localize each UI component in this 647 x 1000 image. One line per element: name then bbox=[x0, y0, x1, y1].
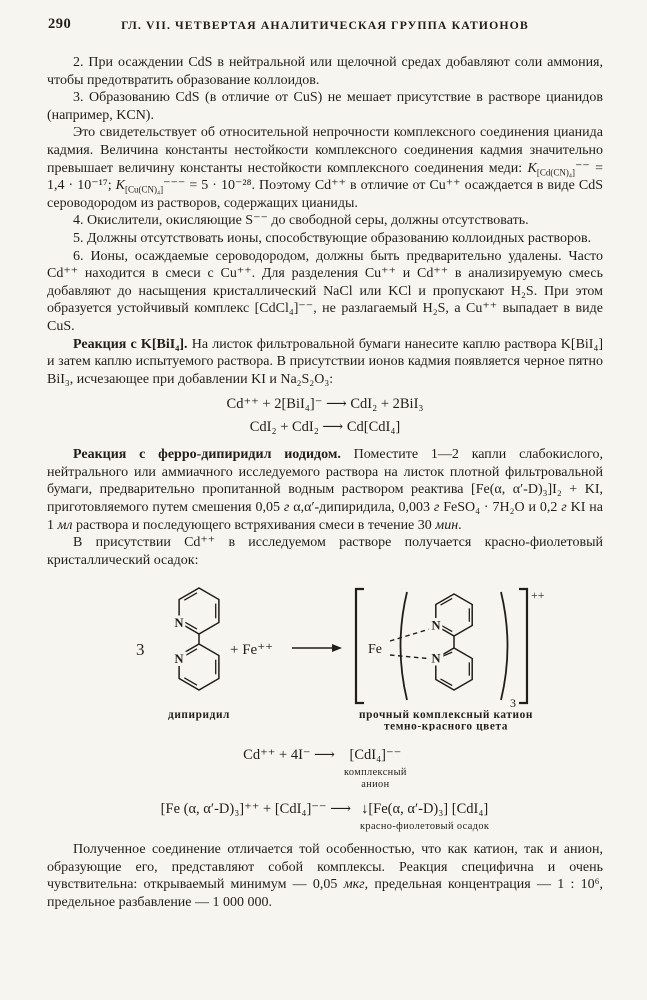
caption-complex-line1: прочный комплексный катион bbox=[359, 709, 533, 722]
paragraph-dipyridyl-reaction: Реакция с ферро-дипиридил иодидом. Поместите 1—2 капли слабокислого, нейтрального или аммиачного исследуемого раствора на листок плотной фильтровальной бумаги, предварительно пропитанной водным раствором реактива [Fe(α, α′-D)₃]I₂ + KI, приготовляемого путем смешения 0,05 г α,α′-дипиридила, 0,003 г FeSO₄ · 7H₂O и 0,2 г KI на 1 мл раствора и последующего встряхивания смеси в течение 30 мин. bbox=[47, 447, 603, 533]
reaction-arrow bbox=[292, 644, 342, 652]
chelate-ring-bottom bbox=[436, 648, 472, 690]
equation-rhs: ↓[Fe(α, α′-D)₃] [CdI₄] bbox=[361, 801, 489, 818]
paragraph-ion-separation: 6. Ионы, осаждаемые сероводородом, должны быть предварительно удалены. Часто Cd⁺⁺ находится в смеси с Cu⁺⁺. Для разделения Cu⁺⁺ и Cd⁺⁺ в анализируемую смесь добавляют до насыщения кристаллический NaCl или KCl и пропускают H₂S. При этом образуется устойчивый комплекс [CdCl₄]⁻⁻, не разлагаемый H₂S, а Cu⁺⁺ выпадает в виде CuS. bbox=[47, 248, 603, 334]
caption-complex-line2: темно-красного цвета bbox=[383, 720, 509, 732]
equation-lhs: Cd⁺⁺ + 4I⁻ ⟶ bbox=[243, 747, 335, 764]
equation-bismuth-2: CdI₂ + CdI₂ ⟶ Cd[CdI₄] bbox=[249, 419, 401, 436]
equation-bismuth-1: Cd⁺⁺ + 2[BiI₄]⁻ ⟶ CdI₂ + 2BiI₃ bbox=[226, 396, 424, 413]
equation-iodide-complex bbox=[47, 746, 603, 790]
trimer-subscript: 3 bbox=[510, 696, 516, 711]
caption-dipyridyl: дипиридил bbox=[168, 709, 230, 722]
bracket-left bbox=[356, 589, 364, 703]
paren-right bbox=[501, 592, 508, 700]
iron-complex bbox=[356, 588, 545, 710]
paragraph-precipitate-intro: В присутствии Cd⁺⁺ в исследуемом растворе получается красно-фиолетовый кристаллический осадок: bbox=[47, 535, 603, 568]
nitrogen-atom-label: N bbox=[431, 618, 441, 633]
nitrogen-atom-label: N bbox=[174, 616, 184, 631]
cation-charge-label: ++ bbox=[531, 588, 545, 603]
page-header bbox=[47, 16, 603, 38]
page-number: 290 bbox=[48, 16, 72, 32]
paren-left bbox=[401, 592, 408, 700]
coordination-bond bbox=[390, 628, 433, 641]
nitrogen-atom-label: N bbox=[174, 652, 184, 667]
product-caption: анион bbox=[361, 778, 390, 790]
double-bonds bbox=[441, 599, 470, 686]
paragraph-cds-ammonium: 2. При осаждении CdS в нейтральной или щелочной средах добавляют соли аммония, чтобы предотвратить образование коллоидов. bbox=[47, 55, 603, 88]
chapter-title: ГЛ. VII. ЧЕТВЕРТАЯ АНАЛИТИЧЕСКАЯ ГРУППА КАТИОНОВ bbox=[121, 18, 529, 32]
nitrogen-atom-label: N bbox=[431, 651, 441, 666]
equation-product-stack bbox=[360, 800, 489, 833]
equation-lhs: [Fe (α, α′-D)₃]⁺⁺ + [CdI₄]⁻⁻ ⟶ bbox=[160, 801, 351, 818]
chelate-ring-top bbox=[436, 594, 472, 636]
pyridine-ring-top bbox=[179, 588, 219, 634]
equation-product-stack bbox=[344, 746, 407, 790]
paragraph-oxidizers: 4. Окислители, окисляющие S⁻⁻ до свободной серы, должны отсутствовать. bbox=[73, 213, 529, 229]
reaction-scheme bbox=[102, 575, 603, 736]
equation-rhs: [CdI₄]⁻⁻ bbox=[349, 747, 402, 764]
product-caption: комплексный bbox=[343, 767, 407, 779]
paragraph-kbii4-reaction: Реакция с K[BiI₄]. На листок фильтровальной бумаги нанесите каплю раствора K[BiI₄] и затем каплю испытуемого раствора. В присутствии ионов кадмия появляется черное пятно BiI₃, исчезающее при добавлении KI и Na₂S₂O₃: bbox=[47, 336, 604, 387]
bracket-right bbox=[519, 589, 527, 703]
reaction-scheme-drawing bbox=[102, 575, 572, 731]
bipyridyl-molecule bbox=[136, 588, 219, 690]
paragraph-colloid-ions: 5. Должны отсутствовать ионы, способствующие образованию коллоидных растворов. bbox=[73, 230, 592, 246]
paragraph-sensitivity: Полученное соединение отличается той особенностью, что как катион, так и анион, образующие его, представляют собой комплексы. Реакция специфична и очень чувствительна: открываемый минимум — 0,05 мкг, предельная концентрация — 1 : 10⁶, предельное разбавление — 1 000 000. bbox=[47, 841, 603, 910]
coordination-bond bbox=[390, 655, 433, 659]
paragraph-cds-cyanide: 3. Образованию CdS (в отличие от CuS) не мешает присутствие в растворе цианидов (например, KCN). bbox=[47, 90, 603, 123]
plus-fe-label: + Fe⁺⁺ bbox=[230, 642, 274, 659]
product-caption: красно-фиолетовый осадок bbox=[360, 821, 490, 833]
equation-final-precipitate bbox=[47, 800, 603, 833]
double-bonds bbox=[184, 593, 215, 685]
coefficient-label: 3 bbox=[136, 640, 145, 660]
iron-atom-label: Fe bbox=[368, 642, 382, 658]
paragraph-instability-constants: Это свидетельствует об относительной непрочности комплексного соединения цианида кадмия. Величина константы нестойкости комплексного соединения кадмия значительно превышает величину константы нестойкости комплексного соединения меди: $K_{[Cd(CN)_4]}^{--} = 1,4 \cdot 10^{-17}$; $K_{[Cu(CN)_4]}^{---} = 5 \cdot 10^{-28}$. Поэтому Cd⁺⁺ в отличие от Cu⁺⁺ осаждается в виде CdS сероводородом из растворов, содержащих цианиды. bbox=[47, 125, 603, 211]
pyridine-ring-bottom bbox=[179, 644, 219, 690]
